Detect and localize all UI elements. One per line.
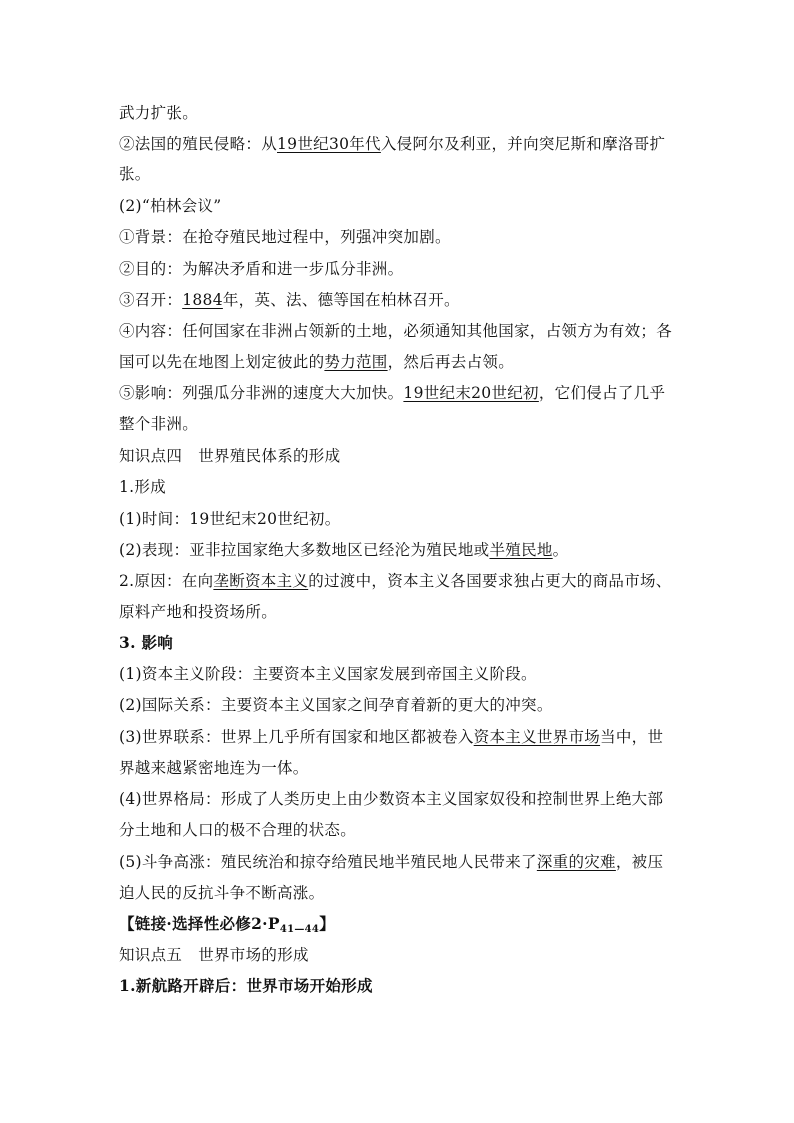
text-line: ③召开：1884年，英、法、德等国在柏林召开。 <box>119 291 460 309</box>
text-line: 张。 <box>119 165 151 183</box>
text-line: ①背景：在抢夺殖民地过程中，列强冲突加剧。 <box>119 228 451 246</box>
text-line: 界越来越紧密地连为一体。 <box>119 759 309 777</box>
underlined-term: 19世纪30年代 <box>277 135 381 153</box>
underlined-term: 垄断资本主义 <box>213 572 309 590</box>
text-line: (2)国际关系：主要资本主义国家之间孕育着新的更大的冲突。 <box>119 696 553 714</box>
text-line: 国可以先在地图上划定彼此的势力范围，然后再去占领。 <box>119 353 515 371</box>
text-line: ②法国的殖民侵略：从19世纪30年代入侵阿尔及利亚，并向突尼斯和摩洛哥扩 <box>119 135 666 153</box>
text-line: 迫人民的反抗斗争不断高涨。 <box>119 884 325 902</box>
underlined-term: 19世纪末20世纪初 <box>403 384 539 402</box>
text-line: 武力扩张。 <box>119 104 199 122</box>
knowledge-point-heading: 知识点五 世界市场的形成 <box>119 946 309 964</box>
textbook-link: 【链接·选择性必修$2\cdot P_{41—44}$】 <box>119 914 335 935</box>
subheading: 1.新航路开辟后：世界市场开始形成 <box>119 976 373 995</box>
text-line: 整个非洲。 <box>119 415 199 433</box>
text-line: (4)世界格局：形成了人类历史上由少数资本主义国家奴役和控制世界上绝大部 <box>119 790 664 808</box>
text-line: (5)斗争高涨：殖民统治和掠夺给殖民地半殖民地人民带来了深重的灾难，被压 <box>119 853 664 871</box>
underlined-term: 深重的灾难 <box>536 853 616 871</box>
text-line: ④内容：任何国家在非洲占领新的土地，必须通知其他国家，占领方为有效；各 <box>119 322 673 340</box>
text-line: (2)表现：亚非拉国家绝大多数地区已经沦为殖民地或半殖民地。 <box>119 541 569 559</box>
text-line: 分土地和人口的极不合理的状态。 <box>119 821 357 839</box>
text-line: 2.原因：在向垄断资本主义的过渡中，资本主义各国要求独占更大的商品市场、 <box>119 572 672 590</box>
underlined-term: 半殖民地 <box>489 541 553 559</box>
knowledge-point-heading: 知识点四 世界殖民体系的形成 <box>119 447 341 465</box>
section-heading: (2)“柏林会议” <box>119 197 222 215</box>
text-line: ②目的：为解决矛盾和进一步瓜分非洲。 <box>119 260 404 278</box>
subheading: 3. 影响 <box>119 633 174 652</box>
text-line: (1)时间：19世纪末20世纪初。 <box>119 510 341 528</box>
subheading: 1.形成 <box>119 478 166 496</box>
text-line: (1)资本主义阶段：主要资本主义国家发展到帝国主义阶段。 <box>119 665 537 683</box>
underlined-term: 资本主义世界市场 <box>473 728 601 746</box>
text-line: 原料产地和投资场所。 <box>119 603 278 621</box>
text-line: ⑤影响：列强瓜分非洲的速度大大加快。19世纪末20世纪初，它们侵占了几乎 <box>119 384 666 402</box>
underlined-term: 势力范围 <box>324 353 388 371</box>
underlined-term: 1884 <box>182 291 223 309</box>
text-line: (3)世界联系：世界上几乎所有国家和地区都被卷入资本主义世界市场当中，世 <box>119 728 664 746</box>
